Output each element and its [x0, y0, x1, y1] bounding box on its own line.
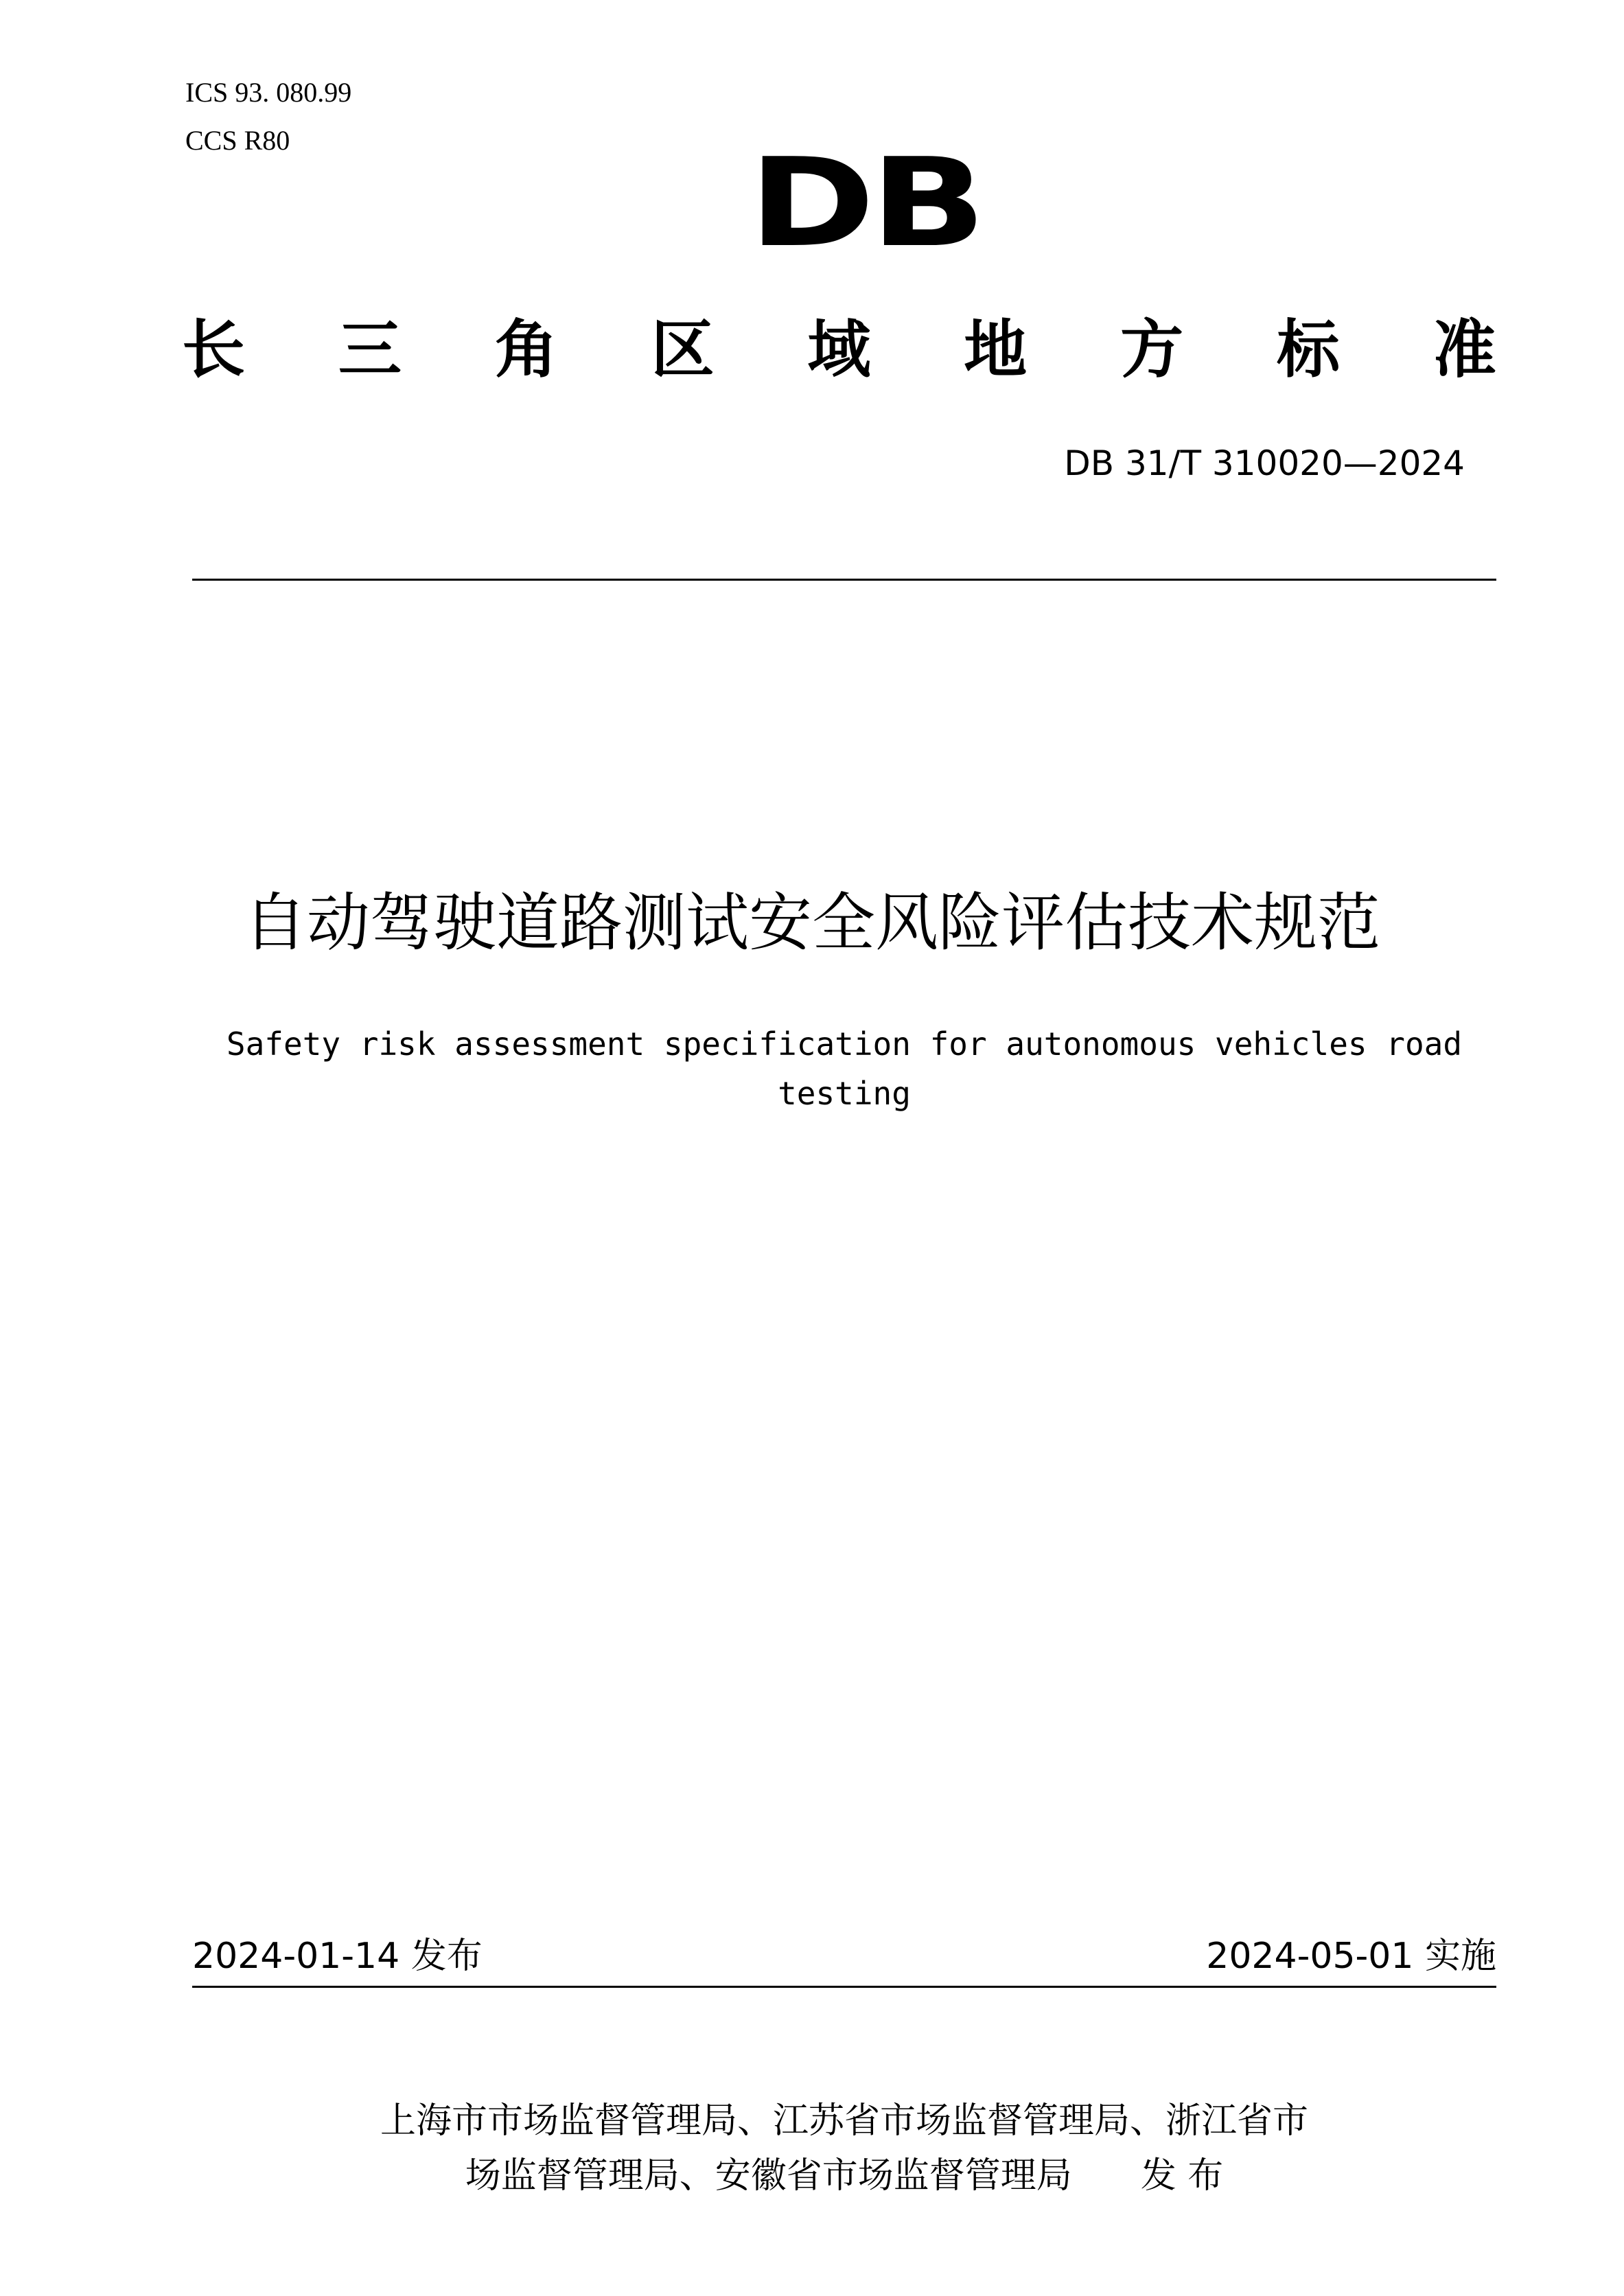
- issuers-line-2: 场监督管理局、安徽省市场监督管理局: [465, 2155, 1072, 2196]
- ics-code: ICS 93. 080.99: [185, 77, 352, 108]
- title-chinese: 自动驾驶道路测试安全风险评估技术规范: [243, 886, 1380, 960]
- category-char: 标: [1277, 313, 1341, 386]
- issuing-authorities: [206, 2094, 1483, 2203]
- title-english-line-1: Safety risk assessment specification for autonomous vehicles road: [226, 1025, 1463, 1063]
- bottom-divider: [192, 1986, 1496, 1988]
- category-char: 三: [338, 313, 402, 386]
- issuers-line-1: 上海市市场监督管理局、江苏省市场监督管理局、浙江省市: [380, 2100, 1308, 2142]
- standard-number: DB 31/T 310020—2024: [1064, 443, 1465, 483]
- classification-codes: [185, 69, 351, 165]
- category-char: 准: [1432, 313, 1496, 386]
- ccs-code: CCS R80: [185, 125, 290, 156]
- db-logo: DB: [748, 131, 982, 274]
- implement-date: 2024-05-01 实施: [1206, 1936, 1496, 1977]
- category-char: 角: [494, 313, 558, 386]
- category-char: 方: [1120, 313, 1184, 386]
- title-english: [206, 1019, 1483, 1118]
- top-divider: [192, 579, 1496, 581]
- publish-date: 2024-01-14 发布: [192, 1936, 483, 1977]
- standard-category-heading: [182, 309, 1496, 391]
- issuers-line-2-wrapper: [206, 2148, 1483, 2203]
- title-english-line-2: testing: [778, 1075, 911, 1112]
- issue-word: 发 布: [1140, 2155, 1224, 2196]
- category-char: 域: [807, 313, 871, 386]
- category-char: 长: [182, 313, 246, 386]
- category-char: 区: [651, 313, 715, 386]
- category-char: 地: [964, 313, 1028, 386]
